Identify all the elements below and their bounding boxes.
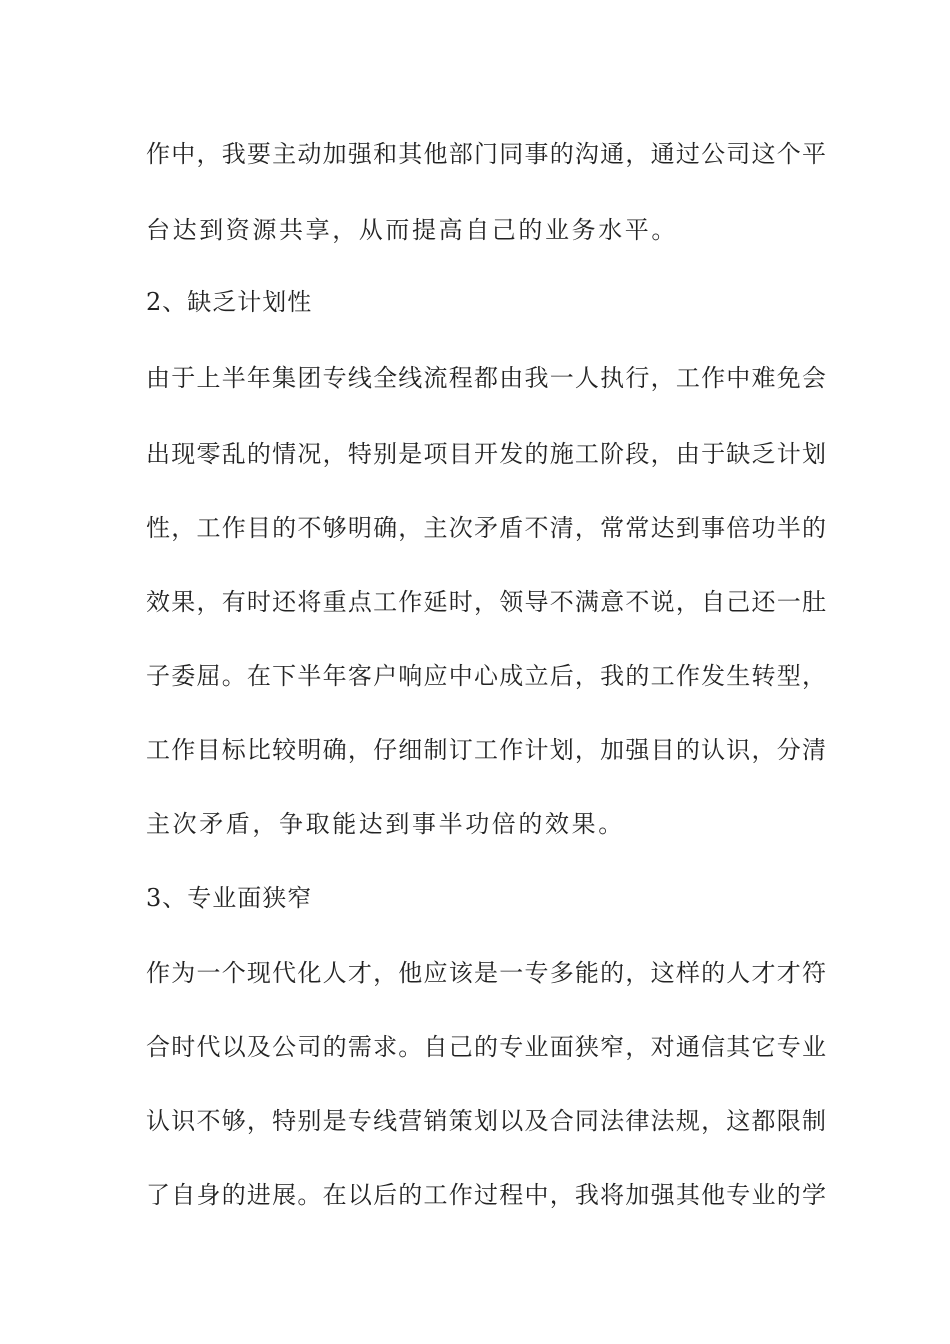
paragraph-line: 作为一个现代化人才，他应该是一专多能的，这样的人才才符 — [146, 959, 826, 987]
paragraph-line: 合时代以及公司的需求。自己的专业面狭窄，对通信其它专业 — [146, 1033, 826, 1061]
paragraph-line: 作中，我要主动加强和其他部门同事的沟通，通过公司这个平 — [146, 140, 826, 168]
paragraph-line: 台达到资源共享，从而提高自己的业务水平。 — [146, 216, 678, 244]
paragraph-line: 子委屈。在下半年客户响应中心成立后，我的工作发生转型， — [146, 662, 826, 690]
section-heading: 3、专业面狭窄 — [146, 884, 313, 912]
paragraph-line: 性，工作目的不够明确，主次矛盾不清，常常达到事倍功半的 — [146, 514, 826, 542]
paragraph-line: 认识不够，特别是专线营销策划以及合同法律法规，这都限制 — [146, 1107, 826, 1135]
paragraph-line: 工作目标比较明确，仔细制订工作计划，加强目的认识，分清 — [146, 736, 826, 764]
paragraph-line: 由于上半年集团专线全线流程都由我一人执行，工作中难免会 — [146, 364, 826, 392]
paragraph-line: 出现零乱的情况，特别是项目开发的施工阶段，由于缺乏计划 — [146, 440, 826, 468]
section-heading: 2、缺乏计划性 — [146, 288, 313, 316]
paragraph-line: 效果，有时还将重点工作延时，领导不满意不说，自己还一肚 — [146, 588, 826, 616]
paragraph-line: 了自身的进展。在以后的工作过程中，我将加强其他专业的学 — [146, 1181, 826, 1209]
paragraph-line: 主次矛盾，争取能达到事半功倍的效果。 — [146, 810, 625, 838]
